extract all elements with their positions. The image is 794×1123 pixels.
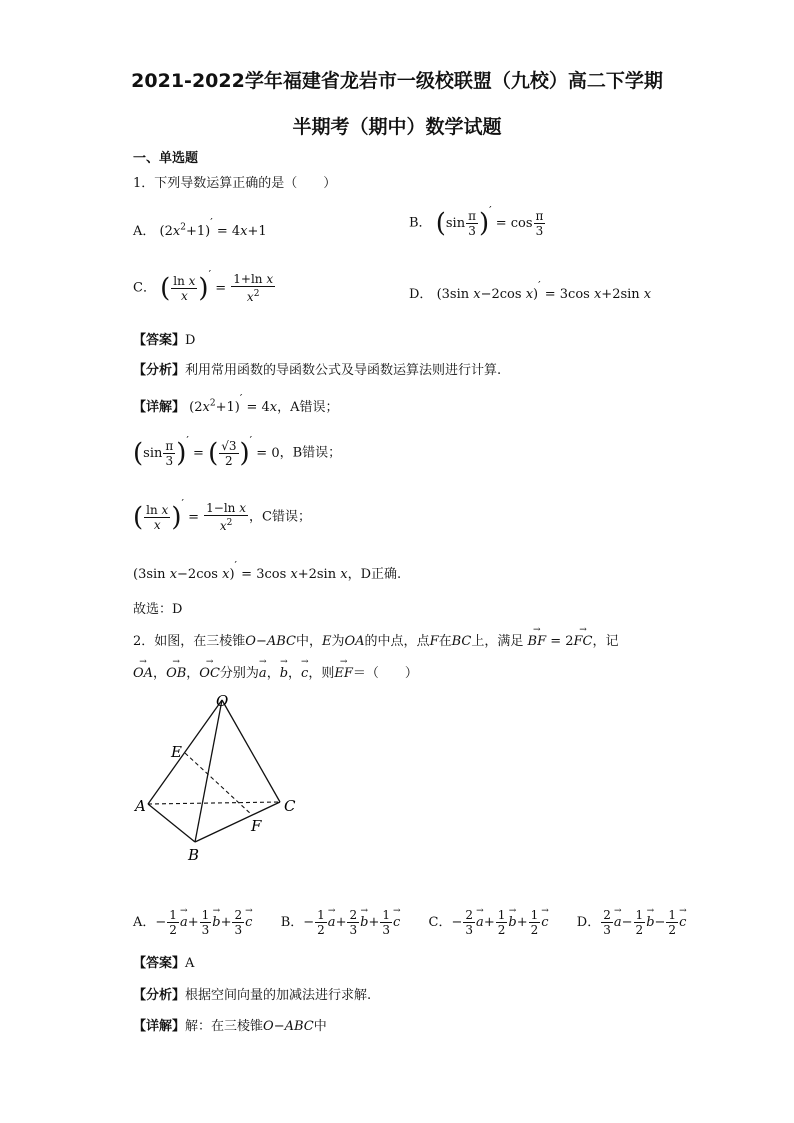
- exam-title-line2: 半期考（期中）数学试题: [292, 116, 502, 138]
- detail-text: 解：在三棱锥: [185, 1019, 264, 1034]
- answer-tag: 【答案】: [133, 956, 186, 971]
- analysis-tag: 【分析】: [133, 988, 186, 1003]
- detail-verdict: ，D正确.: [347, 567, 402, 582]
- q2-analysis: [133, 984, 371, 1003]
- segment-EF-hidden: [185, 753, 252, 815]
- detail-text: 中: [313, 1019, 327, 1034]
- q2-stem-text: 在: [438, 634, 452, 649]
- edge-BC: [195, 802, 280, 842]
- q2-stem-text: ，记: [592, 634, 619, 649]
- q1-stem: 1．下列导数运算正确的是（ ）: [133, 176, 337, 191]
- detail-verdict: ，B错误；: [279, 445, 342, 461]
- label-C: C: [284, 797, 296, 815]
- section-heading: 一、单选题: [133, 151, 199, 166]
- option-c: C．− $\frac{2}{3}$ → a+ $\frac{1}{2}$ → b+ $\frac{1}{2}$ → c: [429, 915, 549, 930]
- label-A: A: [135, 797, 146, 815]
- vector-list: → OA，→ OB，→ OC: [133, 666, 220, 681]
- answer-value: A: [185, 956, 195, 971]
- edge-AB: [148, 804, 195, 842]
- q1-option-c: [133, 268, 276, 304]
- math-expression: ( $\frac{\text{ln x}}{x}$ )′ = $\frac{\text{1+ln x}}{x^2}$: [160, 268, 274, 304]
- label-E: E: [171, 743, 182, 761]
- q1-option-b: [409, 204, 546, 238]
- q1-option-a: [133, 216, 267, 239]
- edge-OB: [195, 700, 222, 842]
- q2-stem-text: 中，: [295, 634, 322, 649]
- q1-option-d: [409, 279, 652, 302]
- tetrahedron-name: O−ABC: [263, 1019, 314, 1034]
- label-F: F: [251, 817, 262, 835]
- math-expression: $(2x^2+1)' = 4x$: [189, 392, 278, 415]
- q1-detail-a: [133, 392, 339, 415]
- vector-condition: → BF = 2→ FC: [528, 634, 593, 649]
- q2-stem-text: 2．如图，在三棱锥: [133, 634, 246, 649]
- segment-name: BC: [451, 634, 472, 649]
- option-b: B．− $\frac{1}{2}$ → a+ $\frac{2}{3}$ → b+ $\frac{1}{3}$ → c: [281, 915, 401, 930]
- detail-verdict: ，C错误；: [249, 509, 311, 525]
- q2-stem-line1: [133, 630, 619, 649]
- edge-AC-hidden: [148, 802, 280, 804]
- exam-title-line1: 2021-2022学年福建省龙岩市一级校联盟（九校）高二下学期: [131, 70, 663, 92]
- q2-options: [133, 908, 686, 937]
- q2-answer: [133, 952, 194, 971]
- vector-list: → a，→ b，→ c: [259, 666, 308, 681]
- q2-stem-line2: [133, 662, 418, 681]
- analysis-text: 根据空间向量的加减法进行求解.: [185, 988, 372, 1003]
- math-expression: (3sin x−2cos x)′ = 3cos x+2sin x: [436, 279, 652, 302]
- segment-name: OA: [344, 634, 365, 649]
- option-label: A．: [133, 224, 156, 239]
- q2-stem-text: ，则: [308, 666, 335, 681]
- q1-conclusion: 故选：D: [133, 602, 183, 617]
- math-expression: (sin $\frac{\pi}{3}$ )′ = cos $\frac{\pi}{3}$: [435, 204, 544, 238]
- q1-detail-d: [133, 559, 402, 582]
- detail-verdict: ，A错误；: [277, 400, 339, 415]
- math-expression: (3sin x−2cos x)′ = 3cos x+2sin x: [133, 559, 348, 582]
- math-expression: $(2x^2+1)' = 4x+1$: [159, 216, 267, 239]
- option-label: D．: [576, 915, 601, 930]
- option-label: C．: [133, 280, 156, 296]
- detail-tag: 【详解】: [133, 1019, 186, 1034]
- q1-analysis: [133, 359, 501, 378]
- detail-tag: 【详解】: [133, 400, 186, 415]
- label-B: B: [188, 846, 200, 864]
- analysis-text: 利用常用函数的导函数公式及导函数运算法则进行计算.: [185, 363, 502, 378]
- q2-detail: [133, 1015, 327, 1034]
- q1-detail-b: [133, 434, 342, 468]
- option-d: D． $\frac{2}{3}$ → a− $\frac{1}{2}$ → b− $\frac{1}{2}$ → c: [577, 915, 687, 930]
- q2-stem-text: 上，满足: [471, 634, 524, 649]
- analysis-tag: 【分析】: [133, 363, 186, 378]
- option-label: B．: [409, 215, 432, 231]
- edge-OA: [148, 700, 222, 804]
- q2-stem-text: 分别为: [219, 666, 259, 681]
- option-label: D．: [409, 287, 433, 302]
- edge-OC: [222, 700, 280, 802]
- q2-stem-text: ＝（ ）: [352, 666, 418, 681]
- label-O: O: [216, 692, 229, 710]
- option-label: B．: [280, 915, 304, 930]
- tetrahedron-name: O−ABC: [245, 634, 296, 649]
- point-name: F: [429, 634, 439, 649]
- q1-answer: [133, 329, 195, 348]
- vector-ef: → EF: [334, 666, 353, 681]
- tetrahedron-figure: [130, 690, 310, 870]
- option-label: A．: [133, 915, 156, 930]
- q2-stem-text: 为: [331, 634, 345, 649]
- q2-stem-text: 的中点，点: [364, 634, 430, 649]
- math-expression: ( $\frac{\text{ln x}}{x}$ )′ = $\frac{\text{1−ln x}}{x^2}$: [133, 497, 247, 533]
- option-label: C．: [428, 915, 452, 930]
- q1-detail-c: [133, 497, 311, 533]
- answer-tag: 【答案】: [133, 333, 186, 348]
- option-a: A．− $\frac{1}{2}$ → a+ $\frac{1}{3}$ → b+ $\frac{2}{3}$ → c: [133, 915, 252, 930]
- math-expression: (sin $\frac{\pi}{3}$ )′ = ( $\frac{√3}{2}$ )′ = 0: [133, 434, 280, 468]
- answer-value: D: [185, 333, 196, 348]
- point-name: E: [321, 634, 332, 649]
